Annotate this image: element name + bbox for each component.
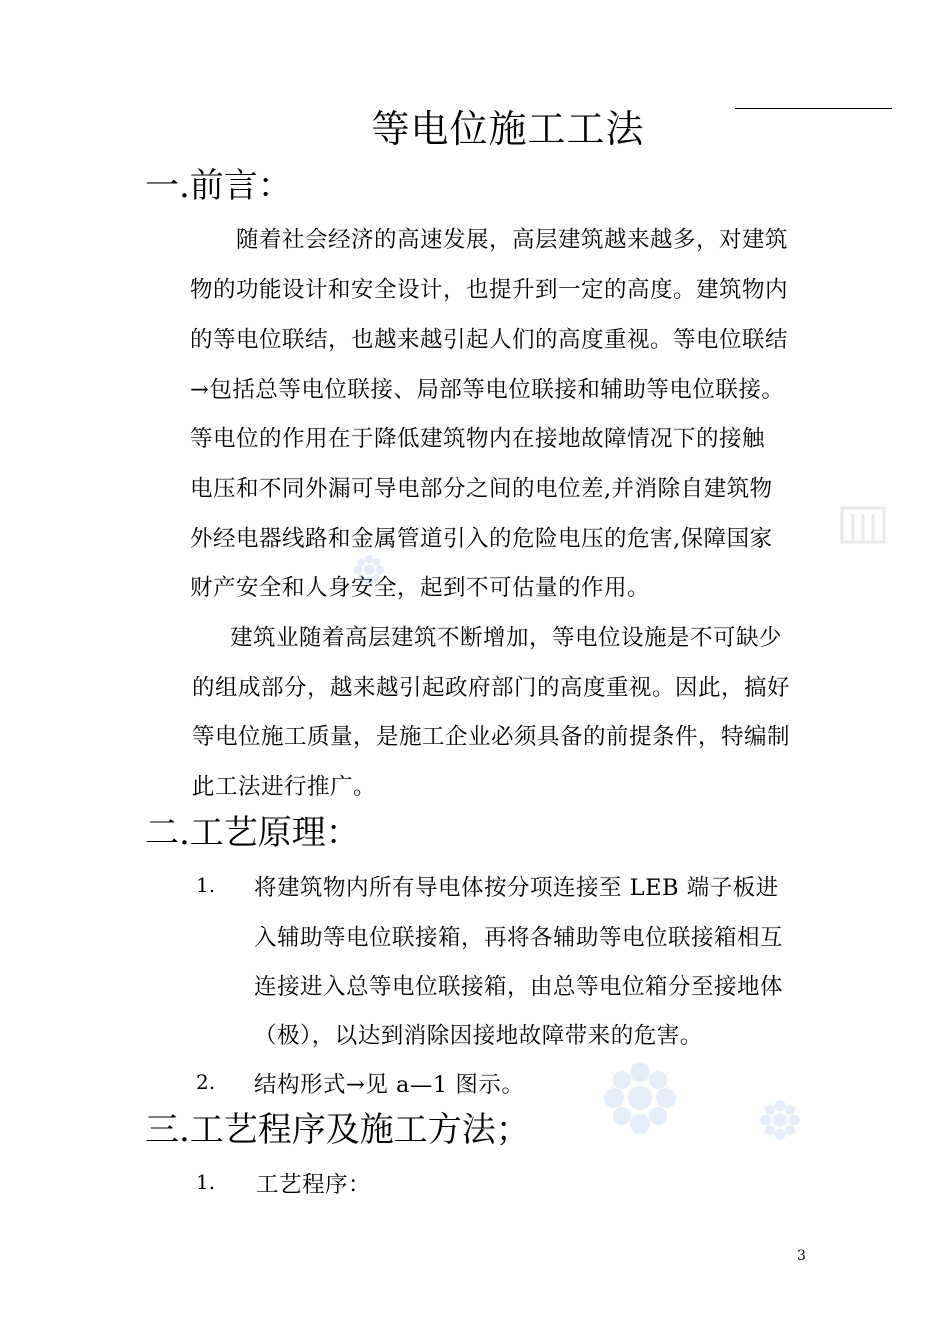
snowflake-watermark-icon — [758, 1098, 802, 1142]
intro-line: 外经电器线路和金属管道引入的危险电压的危害,保障国家 — [190, 526, 773, 552]
list-item-line: 入辅助等电位联接箱，再将各辅助等电位联接箱相互 — [254, 925, 784, 951]
building-watermark-icon — [838, 500, 888, 546]
intro-line: 财产安全和人身安全，起到不可估量的作用。 — [190, 575, 651, 601]
intro-line: 建筑业随着高层建筑不断增加，等电位设施是不可缺少 — [230, 625, 783, 651]
section-heading-procedure: 三.工艺程序及施工方法； — [145, 1110, 530, 1150]
intro-line: 电压和不同外漏可导电部分之间的电位差,并消除自建筑物 — [190, 476, 773, 502]
page-title: 等电位施工工法 — [371, 107, 645, 151]
intro-line: →包括总等电位联接、局部等电位联接和辅助等电位联接。 — [190, 377, 785, 403]
list-item-line: 结构形式→见 a—1 图示。 — [254, 1072, 525, 1098]
page-number: 3 — [797, 1248, 806, 1264]
list-item-line: 将建筑物内所有导电体按分项连接至 LEB 端子板进 — [254, 875, 779, 901]
list-item-number: 2. — [196, 1070, 216, 1094]
section-heading-intro: 一.前言： — [145, 166, 292, 206]
intro-line: 随着社会经济的高速发展，高层建筑越来越多，对建筑 — [236, 227, 789, 253]
intro-line: 等电位施工质量，是施工企业必须具备的前提条件，特编制 — [192, 724, 791, 750]
intro-line: 的等电位联结，也越来越引起人们的高度重视。等电位联结 — [190, 327, 789, 353]
list-item-line: 工艺程序： — [256, 1172, 372, 1198]
list-item-number: 1. — [196, 1170, 216, 1194]
snowflake-watermark-icon — [352, 553, 386, 587]
snowflake-watermark-icon — [600, 1058, 680, 1138]
intro-line: 的组成部分，越来越引起政府部门的高度重视。因此，搞好 — [192, 675, 791, 701]
section-heading-principle: 二.工艺原理： — [145, 813, 360, 853]
list-item-line: 连接进入总等电位联接箱，由总等电位箱分至接地体 — [254, 974, 784, 1000]
list-item-number: 1. — [196, 873, 216, 897]
list-item-line: （极），以达到消除因接地故障带来的危害。 — [254, 1023, 703, 1049]
intro-line: 物的功能设计和安全设计，也提升到一定的高度。建筑物内 — [190, 277, 789, 303]
intro-line: 等电位的作用在于降低建筑物内在接地故障情况下的接触 — [190, 426, 766, 452]
intro-line: 此工法进行推广。 — [192, 774, 377, 800]
